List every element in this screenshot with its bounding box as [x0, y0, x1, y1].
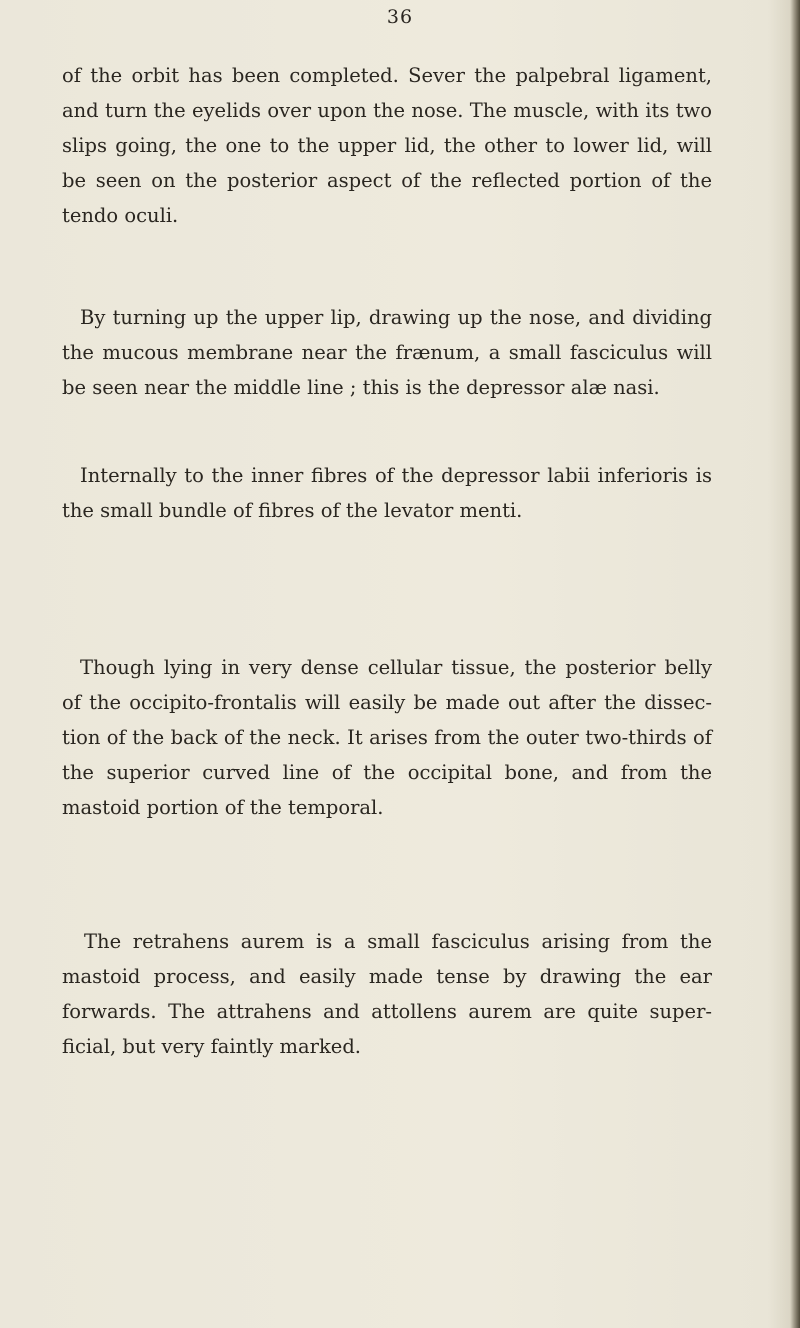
paragraph-levator-menti: Internally to the inner fibres of the depressor labii inferioris is the small bundle of fibres of the levator menti. [62, 464, 712, 522]
paragraph-orbit-palpebral: of the orbit has been completed. Sever the palpebral ligament, and turn the eyelids over upon the nose. The muscle, with its two slips going, the one to the upper lid, the other to lower lid, will be seen on the posterior aspect of the reflected portion of the tendo oculi. [62, 64, 712, 227]
paragraph-retrahens-aurem: The retrahens aurem is a small fasciculus arising from the mastoid process, and easily made tense by drawing the ear forwards. The attrahens and attollens aurem are quite superficial, but very faintly marked. [62, 930, 712, 1058]
paragraph-occipito-frontalis: Though lying in very dense cellular tissue, the posterior belly of the occipito-frontalis will easily be made out after the dissection of the back of the neck. It arises from the outer two-thirds of the superior curved line of the occipital bone, and from the mastoid portion of the temporal. [62, 656, 712, 819]
paragraph-depressor-alae-nasi: By turning up the upper lip, drawing up the nose, and dividing the mucous membrane near the frænum, a small fasciculus will be seen near the middle line ; this is the depressor alæ nasi. [62, 306, 712, 399]
page-number: 36 [386, 6, 414, 28]
page-edge-shadow [790, 0, 800, 1328]
